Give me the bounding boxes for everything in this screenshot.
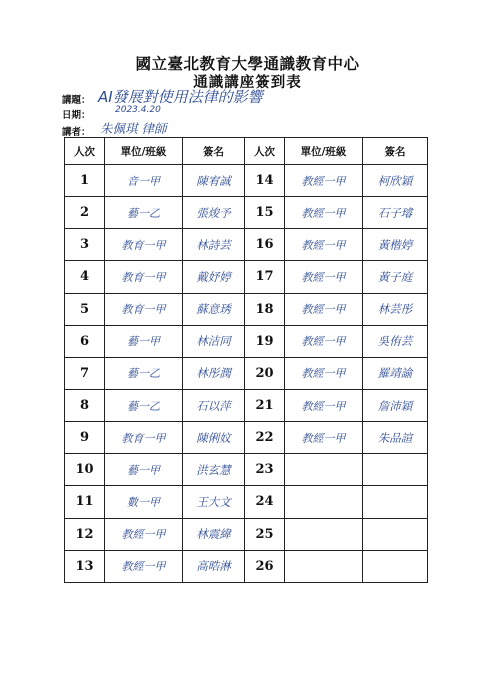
date-label: 日期： xyxy=(62,110,91,121)
signature: 張焌予 xyxy=(183,197,245,229)
row-number: 23 xyxy=(245,454,285,486)
signature xyxy=(363,486,428,518)
unit-class: 藝一乙 xyxy=(105,197,183,229)
row-number: 6 xyxy=(65,325,105,357)
table-row xyxy=(65,165,428,197)
unit-class xyxy=(285,518,363,550)
row-number: 2 xyxy=(65,197,105,229)
row-number: 25 xyxy=(245,518,285,550)
signature: 黃楷婷 xyxy=(363,229,428,261)
row-number: 26 xyxy=(245,550,285,582)
row-number: 20 xyxy=(245,357,285,389)
row-number: 7 xyxy=(65,357,105,389)
col-header-unit: 單位/班級 xyxy=(285,138,363,165)
row-number: 14 xyxy=(245,165,285,197)
table-row xyxy=(65,550,428,582)
unit-class: 教經一甲 xyxy=(285,229,363,261)
row-number: 12 xyxy=(65,518,105,550)
unit-class: 教經一甲 xyxy=(285,165,363,197)
document-title: 國立臺北教育大學通識教育中心 xyxy=(135,55,360,73)
row-number: 18 xyxy=(245,293,285,325)
table-row xyxy=(65,422,428,454)
table-row xyxy=(65,261,428,293)
col-header-unit: 單位/班級 xyxy=(105,138,183,165)
unit-class: 藝一乙 xyxy=(105,389,183,421)
signature: 林彤潤 xyxy=(183,357,245,389)
unit-class: 藝一甲 xyxy=(105,325,183,357)
unit-class: 藝一乙 xyxy=(105,357,183,389)
unit-class: 教經一甲 xyxy=(285,422,363,454)
signature: 羅靖諭 xyxy=(363,357,428,389)
signature: 林芸彤 xyxy=(363,293,428,325)
table-row xyxy=(65,357,428,389)
unit-class: 教育一甲 xyxy=(105,229,183,261)
signature: 石以萍 xyxy=(183,389,245,421)
table-row xyxy=(65,293,428,325)
unit-class xyxy=(285,486,363,518)
unit-class: 教經一甲 xyxy=(105,550,183,582)
signature: 林震緯 xyxy=(183,518,245,550)
row-number: 24 xyxy=(245,486,285,518)
row-number: 9 xyxy=(65,422,105,454)
row-number: 17 xyxy=(245,261,285,293)
row-number: 13 xyxy=(65,550,105,582)
table-row xyxy=(65,197,428,229)
signature: 洪玄慧 xyxy=(183,454,245,486)
row-number: 19 xyxy=(245,325,285,357)
table-row xyxy=(65,325,428,357)
signature: 朱品諠 xyxy=(363,422,428,454)
unit-class: 教經一甲 xyxy=(105,518,183,550)
unit-class: 教經一甲 xyxy=(285,197,363,229)
col-header-count: 人次 xyxy=(245,138,285,165)
unit-class: 教經一甲 xyxy=(285,261,363,293)
signature: 戴妤婷 xyxy=(183,261,245,293)
signature xyxy=(363,550,428,582)
col-header-count: 人次 xyxy=(65,138,105,165)
table-row xyxy=(65,518,428,550)
signature xyxy=(363,518,428,550)
row-number: 5 xyxy=(65,293,105,325)
row-number: 4 xyxy=(65,261,105,293)
attendance-table xyxy=(64,137,428,583)
table-row xyxy=(65,486,428,518)
signature: 王大文 xyxy=(183,486,245,518)
signature: 吳侑芸 xyxy=(363,325,428,357)
unit-class: 教經一甲 xyxy=(285,389,363,421)
table-row xyxy=(65,389,428,421)
col-header-signature: 簽名 xyxy=(183,138,245,165)
unit-class xyxy=(285,454,363,486)
table-row xyxy=(65,454,428,486)
unit-class: 教經一甲 xyxy=(285,325,363,357)
row-number: 10 xyxy=(65,454,105,486)
unit-class: 教育一甲 xyxy=(105,293,183,325)
unit-class: 教育一甲 xyxy=(105,261,183,293)
unit-class: 教育一甲 xyxy=(105,422,183,454)
signature: 林洁同 xyxy=(183,325,245,357)
row-number: 22 xyxy=(245,422,285,454)
speaker-label: 講者： xyxy=(62,127,91,138)
row-number: 15 xyxy=(245,197,285,229)
signature xyxy=(363,454,428,486)
unit-class: 教經一甲 xyxy=(285,357,363,389)
document-subtitle: 通識講座簽到表 xyxy=(193,75,302,91)
unit-class: 音一甲 xyxy=(105,165,183,197)
topic-value: AI發展對使用法律的影響 xyxy=(98,88,263,106)
signature: 黃子庭 xyxy=(363,261,428,293)
row-number: 16 xyxy=(245,229,285,261)
row-number: 3 xyxy=(65,229,105,261)
signature: 石子璿 xyxy=(363,197,428,229)
table-row xyxy=(65,229,428,261)
signature: 蘇意琇 xyxy=(183,293,245,325)
signature: 陳宥誠 xyxy=(183,165,245,197)
signature: 詹沛穎 xyxy=(363,389,428,421)
signature: 陳俐妏 xyxy=(183,422,245,454)
row-number: 8 xyxy=(65,389,105,421)
speaker-value: 朱佩琪 律師 xyxy=(100,121,167,136)
row-number: 21 xyxy=(245,389,285,421)
row-number: 1 xyxy=(65,165,105,197)
unit-class: 數一甲 xyxy=(105,486,183,518)
unit-class: 教經一甲 xyxy=(285,293,363,325)
row-number: 11 xyxy=(65,486,105,518)
signature: 林詩芸 xyxy=(183,229,245,261)
unit-class xyxy=(285,550,363,582)
signature: 高晧淋 xyxy=(183,550,245,582)
signature: 柯欣穎 xyxy=(363,165,428,197)
table-header-row xyxy=(65,138,428,165)
col-header-signature: 簽名 xyxy=(363,138,428,165)
topic-label: 講題： xyxy=(62,95,91,106)
date-value: 2023.4.20 xyxy=(115,105,161,115)
unit-class: 藝一甲 xyxy=(105,454,183,486)
